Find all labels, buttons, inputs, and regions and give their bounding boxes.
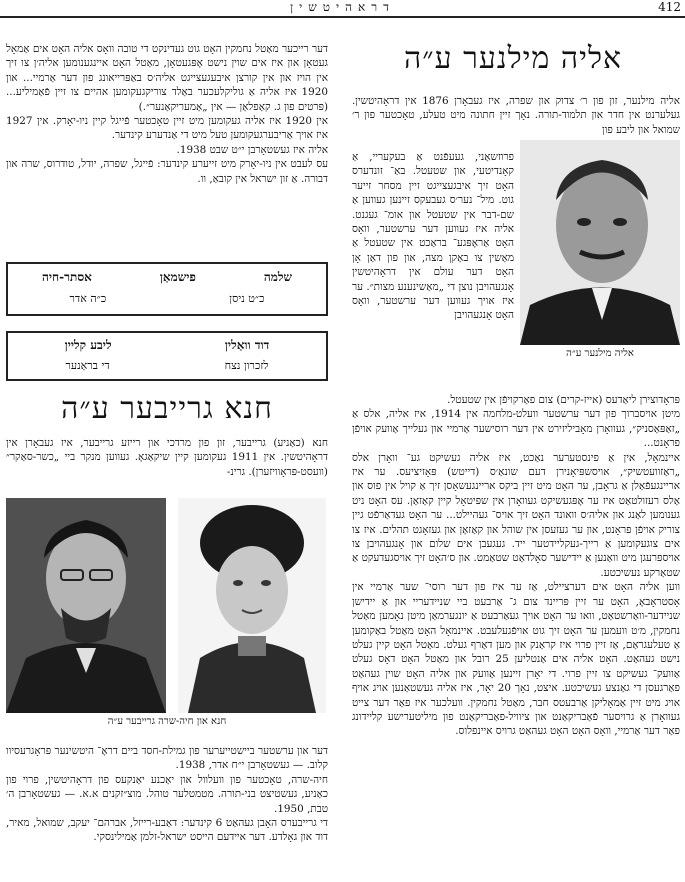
portrait-image [178,498,326,713]
memorial-name: פישמאַן [159,270,196,284]
eliya-bottom-text [352,393,680,739]
paragraph: אליה איז געשטאָרבן י״ט שבט 1938. [176,143,328,156]
paragraph: חנא (כאַניע) גרייבער, זון פון מרדכי און רייזע גרייבער, איז געבאָרן אין דראָהיטשין. אין 1911 געקומען קיין שיקאַגאָ. געווען מנקר ביי „כשר-סאַקר״ (וועסט-פּראָוויזערן). גרינ- [6,437,328,478]
memorial-name: דוד וואַלין [224,338,270,352]
memorial-date: כ״ט ניסן [229,292,265,305]
memorial-date: כ״ה אדר [69,292,107,305]
photo-khana-man [6,498,166,713]
memorial-name: אסתר-חיה [42,270,92,284]
heading-khana: חנא גרייבער ע״ה [61,391,273,426]
photo-eliya [520,140,680,345]
portrait-image [6,498,166,713]
paragraph: חיה-שרה, טאָכטער פון וועלוול און יאַכנע יאַנקעס פון דראָהיטשין, פרוי פון כאַניע, געשטיצט בני-תורה. מטמטלער טוהל. מוצ״זקנים א.א. — געשטאָרבן ה׳ טבת, 1950. [6,773,328,815]
left-top-text [6,42,328,186]
paragraph: אין 1920 איז אליה געקומען מיט זיין טאָכטער פֿייגל קיין ניו-יאָרק. אין 1927 איז אויך אַריבערגעקומען טעל מיט די אַנדערע קינדער. [6,115,328,142]
paragraph: אליה מילנער, זון פון ר׳ צדוק און שפרה, איז געבאָרן 1876 אין דראָהיטשין. געלערנט אין חדר און תלמוד-תורה. נאָך זיין חתונה מיט טעלע, טאָכטער פון ר׳ שמואל און ליבע פון [352,95,680,136]
khana-bottom-text [6,744,328,845]
eliya-narrow-text [352,150,514,323]
portrait-image [520,140,680,345]
running-title: דראהיטשין [290,0,395,14]
paragraph: עס לעבט אין ניו-יאָרק מיט זייערע קינדער: פֿייגל, שפרה, יודל, טודרוס, שרה און דבורה. אַ זון ישראל אין קובאַ, וו. [6,158,328,185]
page-number: 412 [658,0,681,14]
heading-eliya: אליה מילנער ע״ה [403,41,622,76]
memorial-note: די בראַנער [65,359,110,372]
paragraph: איינמאָל, אין אַ פינסטערער נאַכט, איז אליה געשיקט גע־ וואָרן אלס „ראַזוועטשיק״, אויסשפּיאָנירן דעם שונאַ׳ס (דייטש) פּאָזיציעס. ער איז אריינגעפֿאַלן אַ גראָבן, ער האָט מיט זיין ביקס אריינגעשאָסן זיך אַ קויל אין פוס און אַלס רעזולטאַט איז ער אָפּגעשיקט געוואָרן אין שפּיטאָל קיין קאַזאַן. עס האָט ניט גענומען לאַנג און אליה׳ס וואונד האָט זיך אויס־ געהיילט... ער האָט געדאַרפֿט גיין צוריק אויפֿן פראָנט, און ער געזעסן אין שוהל און קאַזאַן און געזאָגט תהלים. איז צו אים צוגעקומען אַ רייך-געקליידטער ייד. געגעבן אים שלום און אָנגעהויבן צו אויספרעגן מיט וואַנען אַ יידישער סאָלדאַט שטאַמט. און ס׳האָט זיך אויסגעדעקט אַ שטאַרקע נעשיכטע. [352,451,680,579]
paragraph: די גרייבערס האָבן געהאַט 6 קינדער: דאַבע-רייזל, אברהם־ יעקב, שמואל, מאיר, דוד און גאָלדע. דער איידעם הייסט ישראל-זלמן אַמילינסקי. [6,817,328,844]
memorial-box-1 [6,262,328,316]
memorial-box-2 [6,331,328,381]
paragraph: דער רייכער מאַטל נחמקין האָט גוט געדינקט די טובה וואָס אליה האָט אים אַמאָל געטאָן און איז אים שוין נישט אָפּגעטאָן, מאַטל האָט איינגענומען אליה׳ן צו זיך אין הויז און אין קורצן איבעגעצייגט אליה׳ס באַפּרייאונג פון דער אַרמיי... און 1920 איז אליה אַ גוליקלעכער באַלד צוריקגעקומען אהיים צו זיין פֿאַמיליע... (פּרטים פון ג. קאַפלאַן — אין „אַמעריקאַנער״.) [6,43,328,113]
memorial-name: שלמה [263,270,293,284]
photo-caption-eliya: אליה מילנער ע״ה [566,348,634,359]
paragraph: דער און ערשטער ביישטייערער פון גמילת-חסד ביים דראָ־ היטשינער פּראָגרעסיוו קלוב. — געשטאָרבן י״ח אדר, 1938. [6,745,328,772]
paragraph: פּראָדוצירן ליאַדעס (אייז-קרים) צום פאַרקויפֿן אין שטעטל. [447,394,680,406]
paragraph: פרוזשאַני, געעפֿנט אַ בעקעריי, אַ קאָנדיטעי, און שטעטל. באַ־ זונדערס האָט זיך איבגעצייגט זיין מסחר זייער גוט. מיל־ נער׳ס געבעקס זיינען געווען אַ שם-דבר אין שטעטל און אומ־ געגנט. אליה איז געווען דער ערשטער, וואָס האָט אַראָפּגע־ בראַכט אין שטעטל אַ מאַשין צו באַקן מצה, און פון דאַן אָן האָט דער עולם אין דראָהיטשין אָנגעהויבן נוצן די „מאַשינענע מצות״. ער איז אויך געווען דער ערשטער, וואָס האָט אָנגעהויבן [352,151,514,322]
khana-intro [6,436,328,479]
eliya-intro [352,94,680,137]
memorial-note: לזכרון נצח [224,359,269,372]
page-header [0,0,685,18]
paragraph: מיטן אויסברוך פון דער ערשטער וועלט-מלחמה אין 1914, איז אליה, אלס אַ „זאַפּאַסניק״, געוואָרן מאָביליזירט אין דער רוסישער אַרמיי און געלייך אַוועק אויפֿן פראָנט... [352,408,680,450]
paragraph: ווען אליה האָט אים דערציילט, אַז ער איז פון דער רוסי־ שער אַרמיי אין אָסטראָבאָ, האָט ער זיין פּריינד צום ג־ אַרבעט ביי שניידעריי און אַ יידישן שניידער-וואַרשטאַט, וואו ער האָט אויך געאַרבעט אַ יונגערמאַן מיטן נאָמען מאַטל נחמקין, מ׳ט וועמען ער האָט זיך גוט אויפֿגעלעבט. איינמאָל האָט מאַטל באַקומען אַ טעלעגראַם, אַז זיין פרוי איז קראַנק און מען דאַרף געלט. מאַטל האָט קיין געלט נישט געהאַט. האָט אליה אים אַנטליען 25 רובל און מאַטל האָט דאָס געלט אַוועק־ געשיקט צו זיין פרוי. די יאָרן זיינען אַוועק און אליה האָט שוין געהאַט פאַרגעסן די גאַנצע געשיכטע. איצט, נאָך 20 יאָר, איז אליה געשטאַנען אויג אויף אויג מיט זיין אַמאָליקן אַרבעטס חבר, מאַטל נחמקין. וועלכער איז פאַר דער צייט געוואָרן אַ גרויסער פֿאַבריקאַנט און ציוויל-פאַבריקאַנט פון מיליטערישע קליידונג פאַר דער אַרמיי, וואָס האָט האָט געהאַט גרויס איינפלוס. [352,581,680,738]
photo-khaya-sara [178,498,326,713]
memorial-name: ליבע קליין [64,338,112,352]
photo-caption-couple: חנא און חיה-שרה גרייבער ע״ה [107,716,227,727]
